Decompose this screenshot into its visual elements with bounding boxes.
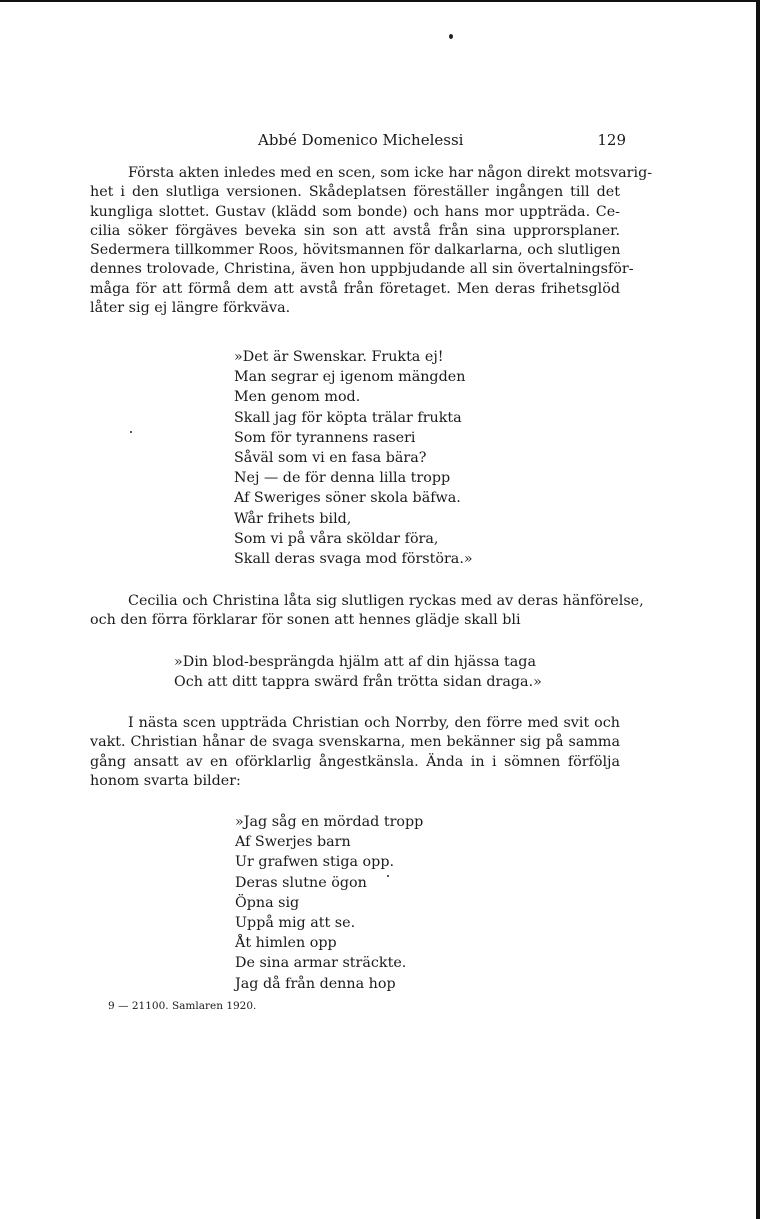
verse-line: Som vi på våra sköldar föra, <box>234 530 439 547</box>
text-line: måga för att förmå dem att avstå från företaget. Men deras frihetsglöd <box>90 280 620 297</box>
verse-line: Åt himlen opp <box>235 935 337 952</box>
verse-line: Skall jag för köpta trälar frukta <box>234 409 462 426</box>
text-line: gång ansatt av en oförklarlig ångestkänsla. Ända in i sömnen förfölja <box>90 753 620 770</box>
verse-line: Skall deras svaga mod förstöra.» <box>234 551 473 568</box>
verse-line: Af Swerjes barn <box>235 834 351 851</box>
verse-quotation-2 <box>174 652 542 692</box>
running-title: Abbé Domenico Michelessi <box>258 131 464 149</box>
text-line: honom svarta bilder: <box>90 772 241 789</box>
text-line: och den förra förklarar för sonen att hennes glädje skall bli <box>90 612 521 629</box>
verse-line: Öpna sig <box>235 894 300 911</box>
ink-speck <box>130 431 132 433</box>
text-line: Sedermera tillkommer Roos, hövitsmannen för dalkarlarna, och slutligen <box>90 242 621 259</box>
paragraph-next-scene <box>90 714 620 791</box>
signature-mark: 9 — 21100. <box>108 1000 169 1012</box>
verse-line: Och att ditt tappra swärd från trötta sidan draga.» <box>174 674 542 691</box>
ink-speck <box>449 34 453 39</box>
verse-line: »Det är Swenskar. Frukta ej! <box>234 349 444 365</box>
text-line: cilia söker förgäves beveka sin son att avstå från sina upprorsplaner. <box>90 222 620 239</box>
text-line: I nästa scen uppträda Christian och Norrby, den förre med svit och <box>128 715 620 731</box>
scan-edge-right <box>756 0 760 1219</box>
verse-line: De sina armar sträckte. <box>235 955 407 972</box>
text-line: kungliga slottet. Gustav (klädd som bonde) och hans mor uppträda. Ce- <box>90 203 620 220</box>
verse-line: Jag då från denna hop <box>235 975 396 992</box>
text-line: het i den slutliga versionen. Skådeplatsen föreställer ingången till det <box>90 184 620 201</box>
text-line: låter sig ej längre förkväva. <box>90 300 291 317</box>
verse-quotation-3 <box>235 812 423 994</box>
verse-line: Deras slutne ögon <box>235 874 367 891</box>
text-line: dennes trolovade, Christina, även hon uppbjudande all sin övertalningsför- <box>90 261 634 278</box>
page-header <box>258 131 626 151</box>
verse-line: Man segrar ej igenom mängden <box>234 369 466 386</box>
page-number: 129 <box>597 131 626 149</box>
paragraph-cecilia-christina <box>90 592 644 631</box>
scan-edge-top <box>0 0 760 2</box>
journal-name: Samlaren 1920. <box>171 1000 257 1012</box>
verse-line: Som för tyrannens raseri <box>234 429 416 446</box>
printer-signature <box>108 1000 256 1012</box>
verse-line: Af Sweriges söner skola bäfwa. <box>234 490 461 507</box>
verse-line: Wår frihets bild, <box>234 510 352 527</box>
verse-line: Såväl som vi en fasa bära? <box>234 450 427 467</box>
text-line: Första akten inledes med en scen, som icke har någon direkt motsvarig- <box>128 165 653 181</box>
verse-line: Nej — de för denna lilla tropp <box>234 470 451 487</box>
verse-line: Men genom mod. <box>234 389 361 406</box>
verse-line: Ur grafwen stiga opp. <box>235 854 395 871</box>
verse-quotation-1 <box>234 347 473 569</box>
verse-line: Uppå mig att se. <box>235 915 356 932</box>
verse-line: »Din blod-besprängda hjälm att af din hjässa taga <box>174 654 536 670</box>
text-line: Cecilia och Christina låta sig slutligen ryckas med av deras hänförelse, <box>128 593 644 609</box>
verse-line: »Jag såg en mördad tropp <box>235 814 424 830</box>
paragraph-first-act <box>90 164 653 318</box>
text-line: vakt. Christian hånar de svaga svenskarna, men bekänner sig på samma <box>90 734 620 751</box>
